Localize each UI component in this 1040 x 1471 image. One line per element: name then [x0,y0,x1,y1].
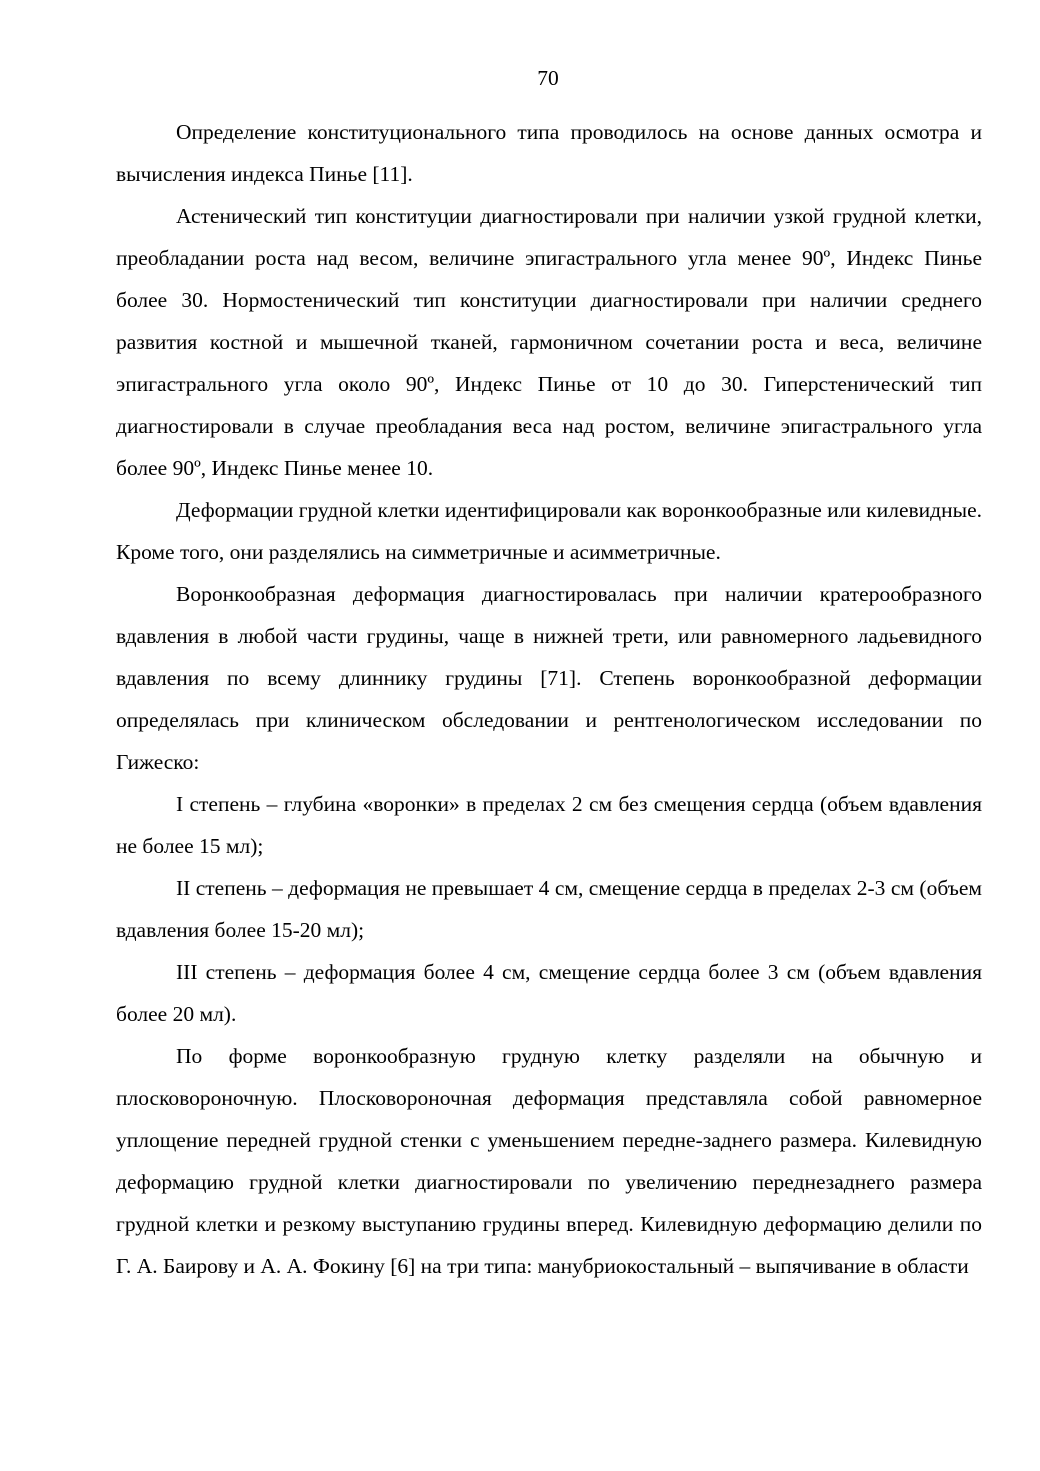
paragraph-shape-classification: По форме воронкообразную грудную клетку разделяли на обычную и плосковороночную. Плосковороночная деформация представляла собой равномерное уплощение передней грудной стенки с уменьшением передне-заднего размера. Килевидную деформацию грудной клетки диагностировали по увеличению переднезаднего размера грудной клетки и резкому выступанию грудины вперед. Килевидную деформацию делили по Г. А. Баирову и А. А. Фокину [6] на три типа: манубриокостальный – выпячивание в области [116,1044,982,1278]
paragraph-degree-3: III степень – деформация более 4 см, смещение сердца более 3 см (объем вдавления более 20 мл). [116,960,982,1026]
body-text [116,111,982,1287]
paragraph-funnel-diagnosis: Воронкообразная деформация диагностировалась при наличии кратерообразного вдавления в любой части грудины, чаще в нижней трети, или равномерного ладьевидного вдавления по всему длиннику грудины [71]. Степень воронкообразной деформации определялась при клиническом обследовании и рентгенологическом исследовании по Гижеско: [116,582,982,774]
paragraph-constitution-types: Астенический тип конституции диагностировали при наличии узкой грудной клетки, преобладании роста над весом, величине эпигастрального угла менее 90º, Индекс Пинье более 30. Нормостенический тип конституции диагностировали при наличии среднего развития костной и мышечной тканей, гармоничном сочетании роста и веса, величине эпигастрального угла около 90º, Индекс Пинье от 10 до 30. Гиперстенический тип диагностировали в случае преобладания веса над ростом, величине эпигастрального угла более 90º, Индекс Пинье менее 10. [116,204,982,480]
paragraph-degree-1: I степень – глубина «воронки» в пределах 2 см без смещения сердца (объем вдавления не более 15 мл); [116,792,982,858]
paragraph-degree-2: II степень – деформация не превышает 4 см, смещение сердца в пределах 2-3 см (объем вдавления более 15-20 мл); [116,876,982,942]
page-number: 70 [537,66,559,90]
paragraph-constitution-method: Определение конституционального типа проводилось на основе данных осмотра и вычисления индекса Пинье [11]. [116,120,982,186]
paragraph-deformation-kinds: Деформации грудной клетки идентифицировали как воронкообразные или килевидные. Кроме того, они разделялись на симметричные и асимметричные. [116,498,982,564]
